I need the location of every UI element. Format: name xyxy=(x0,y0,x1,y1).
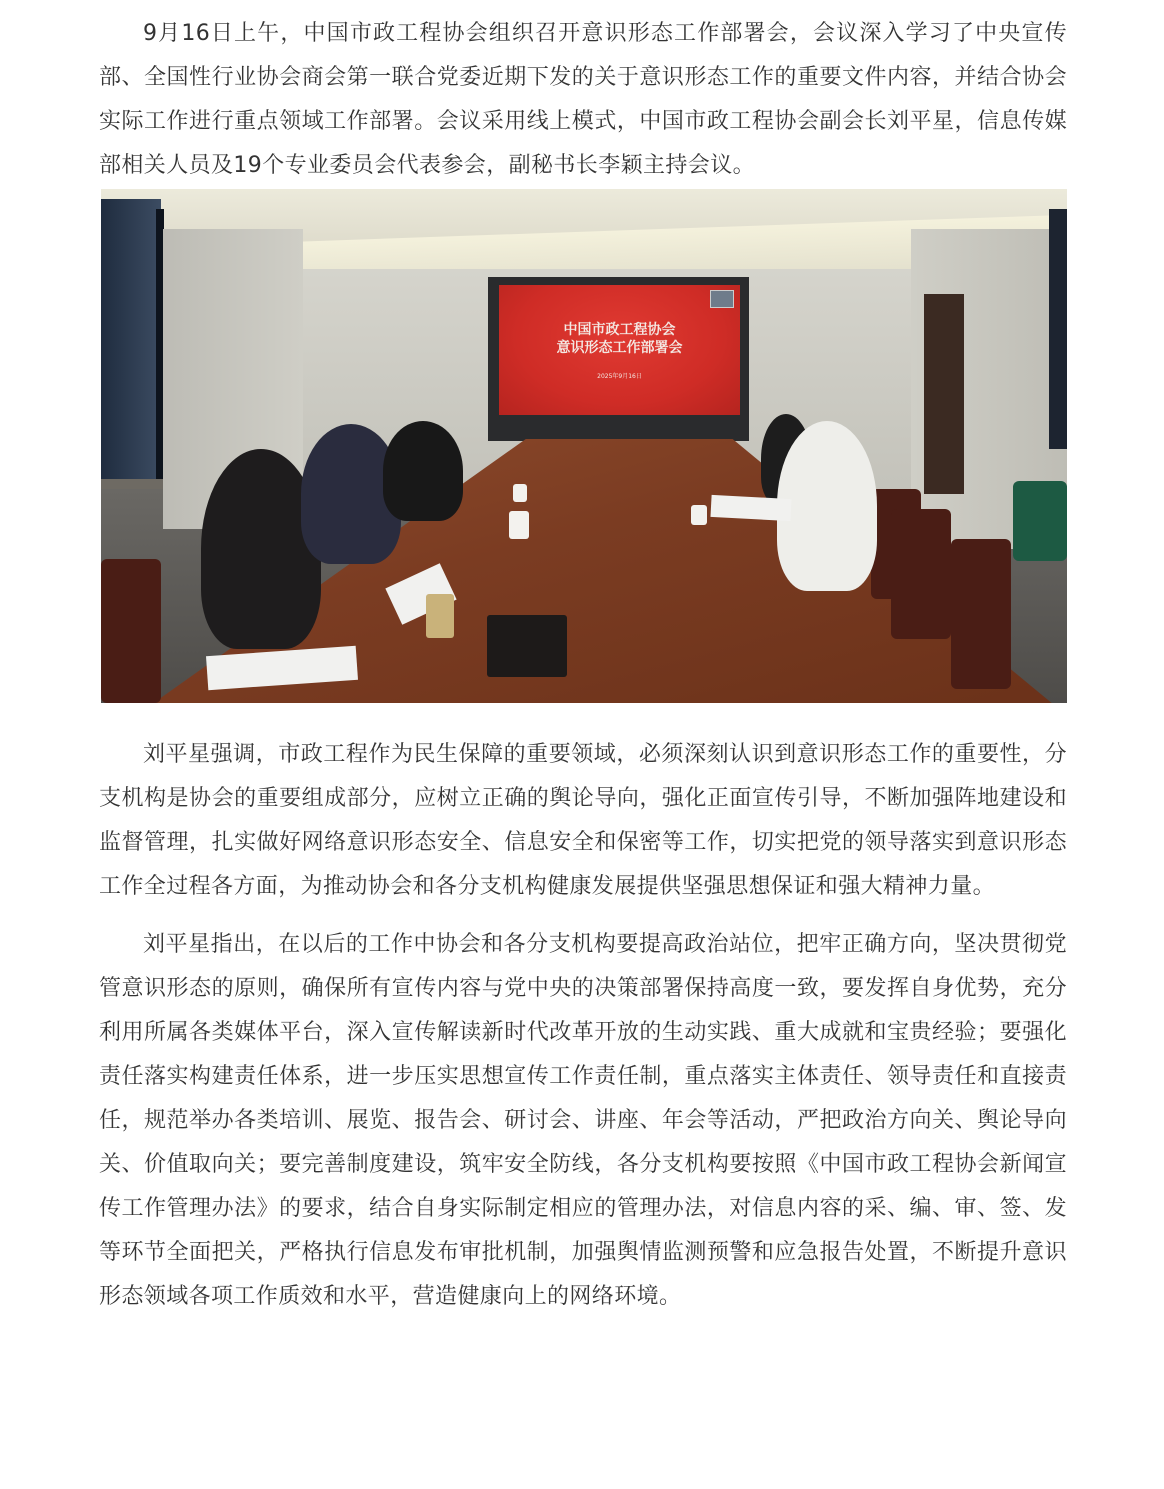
video-call-inset xyxy=(710,290,734,308)
chair xyxy=(891,509,951,639)
paragraph-emphasis: 刘平星强调，市政工程作为民生保障的重要领域，必须深刻认识到意识形态工作的重要性，分支机构是协会的重要组成部分，应树立正确的舆论导向，强化正面宣传引导，不断加强阵地建设和监督管理，扎实做好网络意识形态安全、信息安全和保密等工作，切实把党的领导落实到意识形态工作全过程各方面，为推动协会和各分支机构健康发展提供坚强思想保证和强大精神力量。 xyxy=(99,742,1067,899)
article-body xyxy=(99,12,1067,1319)
cup xyxy=(691,505,707,525)
photo-door xyxy=(924,294,964,494)
screen-title-line2: 意识形态工作部署会 xyxy=(556,339,683,356)
document xyxy=(710,495,791,521)
photo-left-window xyxy=(101,199,161,479)
photo-right-window xyxy=(1049,209,1067,449)
paragraph-intro: 9月16日上午，中国市政工程协会组织召开意识形态工作部署会，会议深入学习了中央宣传部、全国性行业协会商会第一联合党委近期下发的关于意识形态工作的重要文件内容，并结合协会实际工作进行重点领域工作部署。会议采用线上模式，中国市政工程协会副会长刘平星，信息传媒部相关人员及19个专业委员会代表参会，副秘书长李颖主持会议。 xyxy=(99,21,1067,178)
attendee xyxy=(777,421,877,591)
tv-screen xyxy=(499,285,740,415)
tissue-box xyxy=(487,615,567,677)
screen-title-line1: 中国市政工程协会 xyxy=(563,321,676,338)
chair xyxy=(1013,481,1067,561)
attendee xyxy=(383,421,463,521)
paragraph-directives: 刘平星指出，在以后的工作中协会和各分支机构要提高政治站位，把牢正确方向，坚决贯彻党管意识形态的原则，确保所有宣传内容与党中央的决策部署保持高度一致，要发挥自身优势，充分利用所属各类媒体平台，深入宣传解读新时代改革开放的生动实践、重大成就和宝贵经验；要强化责任落实构建责任体系，进一步压实思想宣传工作责任制，重点落实主体责任、领导责任和直接责任，规范举办各类培训、展览、报告会、研讨会、讲座、年会等活动，严把政治方向关、舆论导向关、价值取向关；要完善制度建设，筑牢安全防线，各分支机构要按照《中国市政工程协会新闻宣传工作管理办法》的要求，结合自身实际制定相应的管理办法，对信息内容的采、编、审、签、发等环节全面把关，严格执行信息发布审批机制，加强舆情监测预警和应急报告处置，不断提升意识形态领域各项工作质效和水平，营造健康向上的网络环境。 xyxy=(99,932,1067,1309)
meeting-photo xyxy=(101,189,1067,703)
cup xyxy=(513,484,527,502)
glass-cup xyxy=(426,594,454,638)
cup xyxy=(509,511,529,539)
chair xyxy=(951,539,1011,689)
screen-date: 2025年9月16日 xyxy=(597,372,642,380)
chair xyxy=(101,559,161,703)
